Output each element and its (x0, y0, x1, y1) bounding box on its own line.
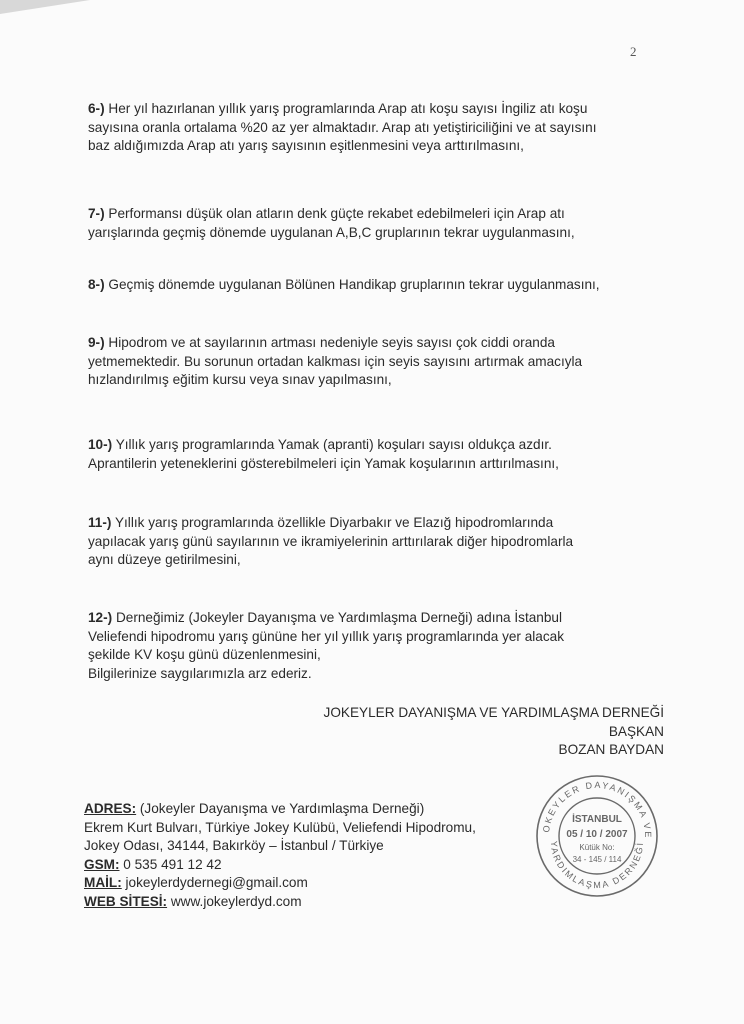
item-line: hızlandırılmış eğitim kursu veya sınav yapılmasını, (88, 372, 392, 387)
association-stamp (533, 772, 661, 900)
stamp-registry-number: 34 - 145 / 114 (572, 855, 622, 864)
gsm-value: 0 535 491 12 42 (123, 856, 222, 872)
item-line: sayısına oranla ortalama %20 az yer almaktadır. Arap atı yetiştiriciliğini ve at sayısını (88, 119, 597, 135)
address-line: Ekrem Kurt Bulvarı, Türkiye Jokey Kulübü, Veliefendi Hipodromu, (84, 819, 476, 835)
signature-block (324, 704, 664, 760)
item-line: Yıllık yarış programlarında özellikle Diyarbakır ve Elazığ hipodromlarında (114, 515, 554, 530)
item-line: Yıllık yarış programlarında Yamak (apranti) koşuları sayısı oldukça azdır. (115, 437, 552, 452)
request-item-8 (88, 276, 668, 295)
address-label: ADRES: (84, 801, 137, 816)
item-line: Aprantilerin yeteneklerini gösterebilmeleri için Yamak koşularının arttırılmasını, (88, 455, 559, 471)
item-number: 11-) (88, 515, 112, 530)
contact-block (84, 800, 476, 911)
web-label: WEB SİTESİ: (84, 893, 168, 909)
item-line: Hipodrom ve at sayılarının artması nedeniyle seyis sayısı çok ciddi oranda (108, 335, 555, 350)
signature-title: BAŞKAN (608, 723, 664, 739)
stamp-city: İSTANBUL (572, 814, 622, 825)
scan-corner-shadow (0, 0, 90, 14)
signature-organization: JOKEYLER DAYANIŞMA VE YARDIMLAŞMA DERNEĞİ (323, 705, 664, 720)
address-line: Jokey Odası, 34144, Bakırköy – İstanbul / Türkiye (84, 838, 384, 853)
item-number: 9-) (88, 335, 105, 350)
item-line: yarışlarında geçmiş dönemde uygulanan A,B,C gruplarının tekrar uygulanmasını, (88, 224, 575, 240)
item-number: 12-) (88, 610, 113, 625)
item-line: Geçmiş dönemde uygulanan Bölünen Handikap gruplarının tekrar uygulanmasını, (108, 277, 600, 292)
request-item-7 (88, 205, 668, 242)
stamp-registry-label: Kütük No: (579, 843, 615, 852)
request-item-10 (88, 436, 668, 473)
mail-link[interactable]: jokeylerdydernegi@gmail.com (125, 875, 308, 890)
stamp-ring-top-text: OKEYLER DAYANIŞMA VE (540, 779, 654, 840)
item-line: Derneğimiz (Jokeyler Dayanışma ve Yardımlaşma Derneği) adına İstanbul (115, 610, 562, 625)
address-line: (Jokeyler Dayanışma ve Yardımlaşma Derneği) (139, 801, 425, 816)
request-item-6 (88, 100, 668, 156)
page-number: 2 (630, 44, 637, 59)
request-item-12 (88, 609, 668, 683)
item-number: 7-) (88, 206, 105, 221)
signature-name: BOZAN BAYDAN (558, 742, 664, 757)
item-number: 6-) (88, 101, 105, 116)
item-line: aynı düzeye getirilmesini, (88, 552, 241, 567)
item-line: Her yıl hazırlanan yıllık yarış programlarında Arap atı koşu sayısı İngiliz atı koşu (108, 101, 588, 116)
web-link[interactable]: www.jokeylerdyd.com (170, 893, 302, 909)
stamp-seal-icon (533, 772, 661, 900)
stamp-date: 05 / 10 / 2007 (566, 829, 628, 840)
request-item-9 (88, 334, 668, 390)
item-line: baz aldığımızda Arap atı yarış sayısının eşitlenmesini veya arttırılmasını, (88, 138, 524, 153)
request-item-11 (88, 514, 668, 570)
item-line: yapılacak yarış günü sayılarının ve ikramiyelerinin arttırılarak diğer hipodromlarla (88, 533, 574, 549)
item-number: 10-) (88, 437, 113, 452)
stamp-ring-bottom-text: YARDIMLAŞMA DERNEĞİ (548, 840, 646, 891)
item-line: Performansı düşük olan atların denk güçte rekabet edebilmeleri için Arap atı (108, 206, 565, 221)
item-number: 8-) (88, 277, 105, 292)
gsm-label: GSM: (84, 856, 120, 872)
item-line: yetmemektedir. Bu sorunun ortadan kalkması için seyis sayısını artırmak amacıyla (88, 353, 583, 369)
item-line: şekilde KV koşu günü düzenlenmesini, (88, 647, 321, 662)
mail-label: MAİL: (84, 875, 122, 890)
item-line: Veliefendi hipodromu yarış gününe her yıl yıllık yarış programlarında yer alacak (88, 628, 565, 644)
closing-line: Bilgilerinize saygılarımızla arz ederiz. (88, 665, 312, 681)
